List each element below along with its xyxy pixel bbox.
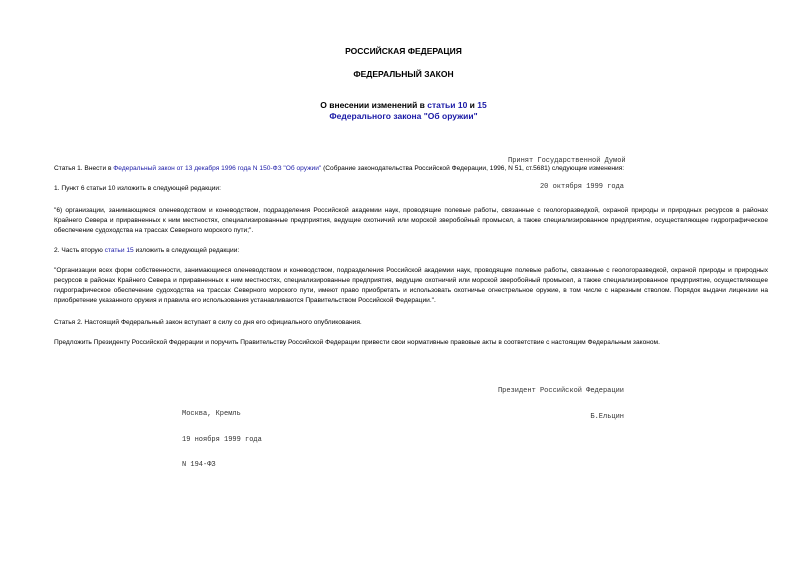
quote-1: "6) организации, занимающиеся оленеводством и коневодством, подразделения Российской академии наук, проводящие полевые работы, связанные с геологоразведкой, охраной природы и природных ресурсов в районах Крайнего Севера и приравненных к ним местностях, специализированные предприятия, ведущие охотничий или морской зверобойный промысел, а также специализированное предприятие, осуществляющее гидрографическое обеспечение судоходства на трассах Северного морского пути;". <box>54 207 768 234</box>
law-150-link[interactable]: Федеральный закон от 13 декабря 1996 года N 150-ФЗ "Об оружии" <box>113 165 322 172</box>
article-1-prefix: Статья 1. Внести в <box>54 165 114 172</box>
title-prefix: О внесении изменений в <box>320 100 428 110</box>
article-1 <box>54 164 754 174</box>
law-title-line2[interactable]: Федерального закона "Об оружии" <box>329 111 478 121</box>
article-1-suffix: (Собрание законодательства Российской Федерации, 1996, N 51, ст.5681) следующие изменения: <box>321 165 625 172</box>
item-2 <box>54 246 754 256</box>
date: 19 ноября 1999 года <box>182 435 262 444</box>
place-date-block <box>182 393 262 478</box>
item-2-prefix: 2. Часть вторую <box>54 247 105 254</box>
title-and: и <box>467 100 478 110</box>
quote-2: "Организации всех форм собственности, занимающиеся оленеводством и коневодством, подразделения Российской академии наук, проводящие полевые работы, связанные с геологоразведкой, охраной природы и природных ресурсов в районах Крайнего Севера и приравненных к ним местностях, специализированные предприятия, ведущие охотничий или морской зверобойный промысел, а также специализированное предприятие, осуществляющее гидрографическое обеспечение судоходства на трассах Северного морского пути, имеют право приобретать и использовать охотничье огнестрельное оружие, в том числе с нарезным стволом. Порядок выдачи лицензии на приобретение указанного оружия и правила его использования устанавливаются Правительством Российской Федерации.". <box>54 267 768 304</box>
article-15-link[interactable]: статьи 15 <box>104 247 134 254</box>
adoption-line2: 20 октября 1999 года <box>539 182 624 191</box>
adoption-line1: Принят Государственной Думой <box>508 157 626 165</box>
title-link-article-15[interactable]: 15 <box>477 100 487 110</box>
signature-name: Б.Ельцин <box>590 412 624 421</box>
place: Москва, Кремль <box>182 410 241 418</box>
signature-title: Президент Российской Федерации <box>497 387 624 395</box>
law-title-line1 <box>0 100 807 110</box>
title-link-article-10[interactable]: статьи 10 <box>427 100 468 110</box>
law-number: N 194-ФЗ <box>182 461 216 469</box>
article-2: Статья 2. Настоящий Федеральный закон вступает в силу со дня его официального опубликования. <box>54 319 362 326</box>
country-heading: РОССИЙСКАЯ ФЕДЕРАЦИЯ <box>345 46 462 56</box>
item-2-suffix: изложить в следующей редакции: <box>133 247 240 254</box>
item-1: 1. Пункт 6 статьи 10 изложить в следующей редакции: <box>54 185 221 192</box>
proposal-paragraph: Предложить Президенту Российской Федерации и поручить Правительству Российской Федерации привести свои нормативные правовые акты в соответствие с настоящим Федеральным законом. <box>54 339 660 346</box>
doc-type-heading: ФЕДЕРАЛЬНЫЙ ЗАКОН <box>353 69 454 79</box>
signature-block <box>470 370 624 430</box>
